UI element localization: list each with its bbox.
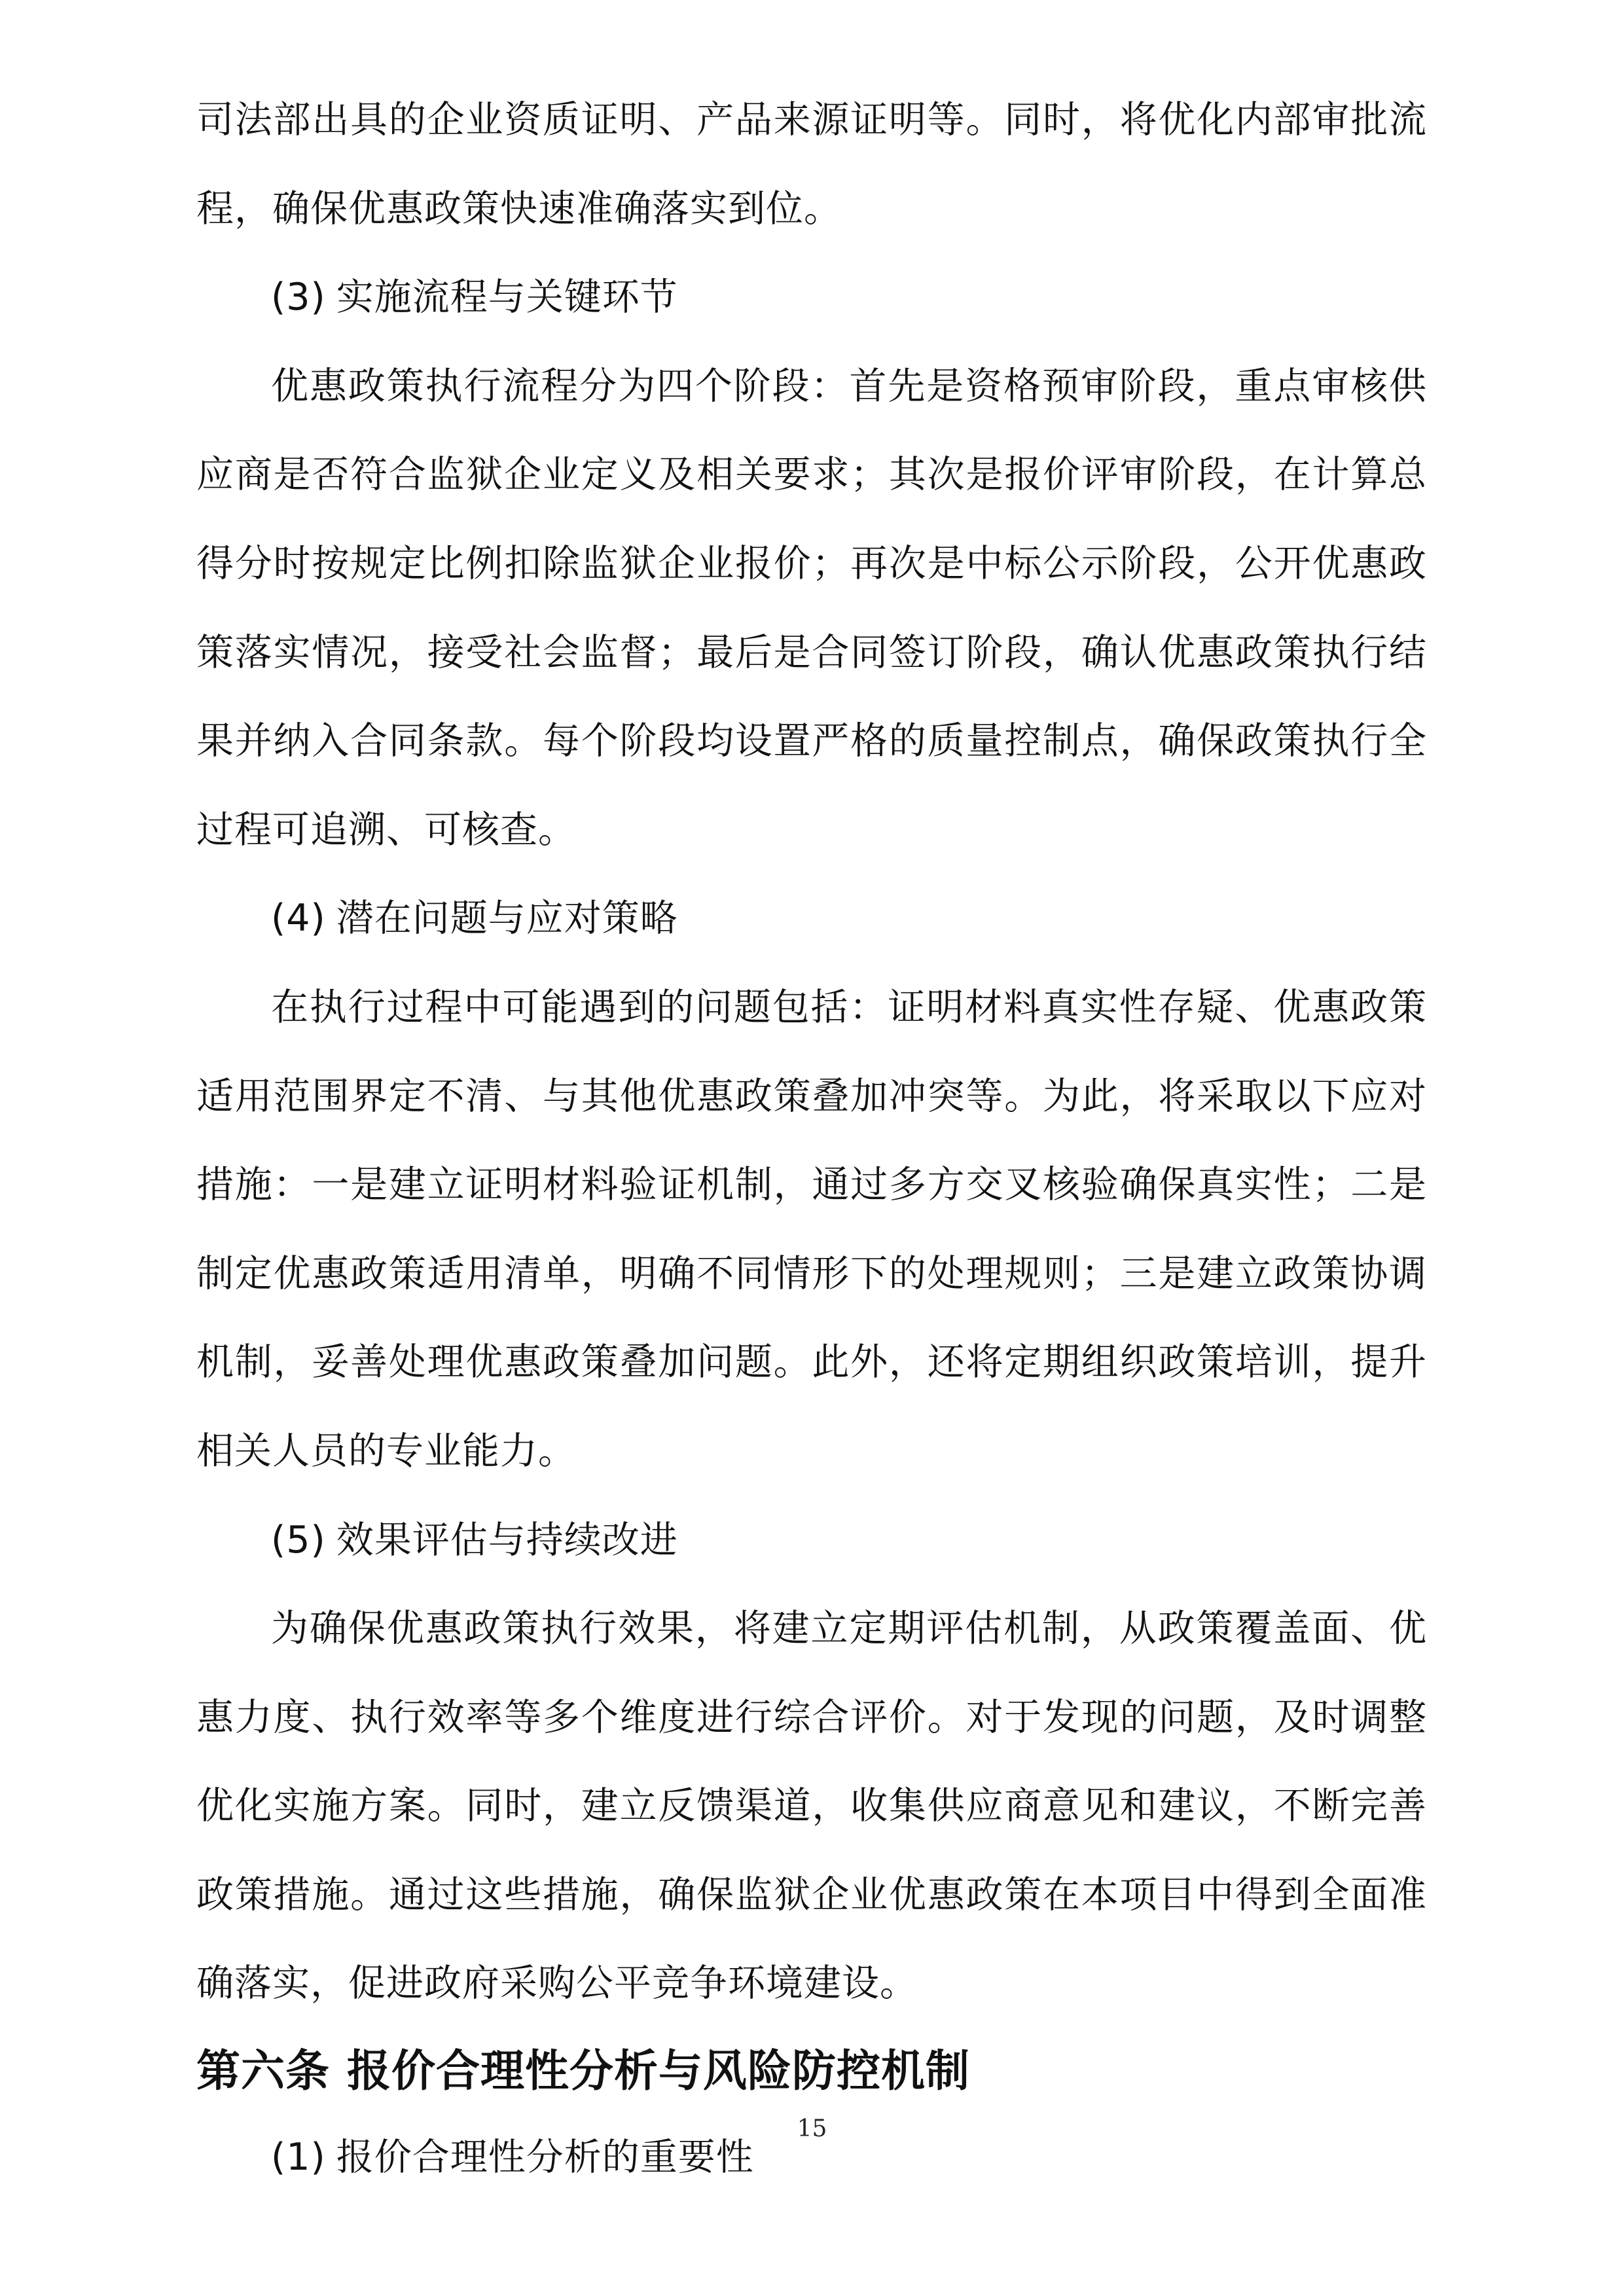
section-5-heading	[196, 1496, 1427, 1585]
section-4-body: 在执行过程中可能遇到的问题包括：证明材料真实性存疑、优惠政策适用范围界定不清、与其他优惠政策叠加冲突等。为此，将采取以下应对措施：一是建立证明材料验证机制，通过多方交叉核验确保真实性；二是制定优惠政策适用清单，明确不同情形下的处理规则；三是建立政策协调机制，妥善处理优惠政策叠加问题。此外，还将定期组织政策培训，提升相关人员的专业能力。	[196, 985, 1427, 1473]
article-6-heading	[196, 2028, 1427, 2113]
section-3-heading	[196, 253, 1427, 342]
section-4-heading	[196, 874, 1427, 963]
page-number: 15	[797, 2115, 827, 2142]
article-6-label: 第六条	[196, 2045, 330, 2097]
section-5-title: 效果评估与持续改进	[336, 1518, 678, 1562]
article-6-title: 报价合理性分析与风险防控机制	[347, 2045, 970, 2097]
section-5-body: 为确保优惠政策执行效果，将建立定期评估机制，从政策覆盖面、优惠力度、执行效率等多个维度进行综合评价。对于发现的问题，及时调整优化实施方案。同时，建立反馈渠道，收集供应商意见和建议，不断完善政策措施。通过这些措施，确保监狱企业优惠政策在本项目中得到全面准确落实，促进政府采购公平竞争环境建设。	[196, 1607, 1427, 2005]
section-3-body: 优惠政策执行流程分为四个阶段：首先是资格预审阶段，重点审核供应商是否符合监狱企业定义及相关要求；其次是报价评审阶段，在计算总得分时按规定比例扣除监狱企业报价；再次是中标公示阶段，公开优惠政策落实情况，接受社会监督；最后是合同签订阶段，确认优惠政策执行结果并纳入合同条款。每个阶段均设置严格的质量控制点，确保政策执行全过程可追溯、可核查。	[196, 364, 1427, 852]
section-4-title: 潜在问题与应对策略	[336, 897, 678, 941]
section-3-title: 实施流程与关键环节	[336, 276, 678, 319]
continued-paragraph: 司法部出具的企业资质证明、产品来源证明等。同时，将优化内部审批流程，确保优惠政策快速准确落实到位。	[196, 98, 1427, 230]
page-content	[196, 76, 1427, 2202]
section-5-number: (5)	[271, 1518, 326, 1562]
subsection-6-1-title: 报价合理性分析的重要性	[336, 2136, 754, 2179]
section-3-number: (3)	[271, 276, 326, 319]
subsection-6-1-number: (1)	[271, 2136, 326, 2179]
section-4-number: (4)	[271, 897, 326, 941]
